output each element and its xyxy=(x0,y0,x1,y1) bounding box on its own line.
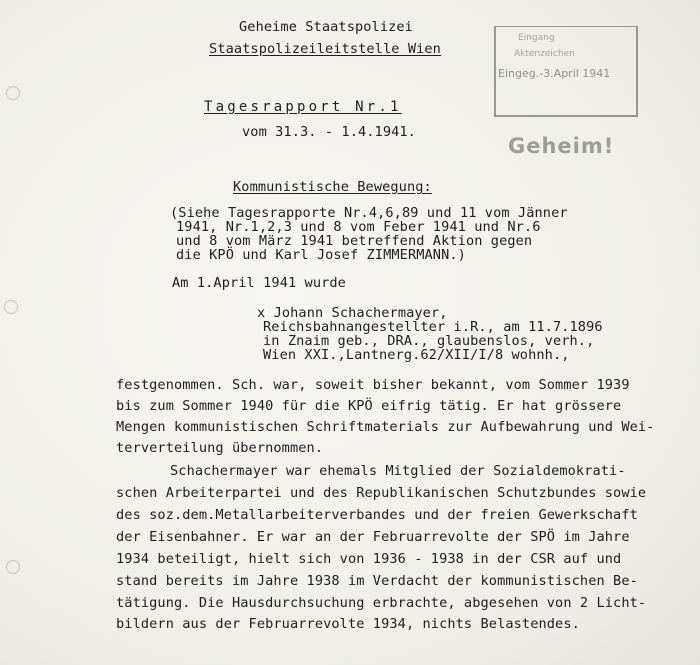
office-name: Staatspolizeileitstelle Wien xyxy=(209,41,441,57)
body-line: terverteilung übernommen. xyxy=(116,440,324,456)
body-line: 1934 beteiligt, hielt sich von 1936 - 1938 in der CSR auf und xyxy=(116,551,622,567)
punch-hole-mark xyxy=(6,560,20,574)
reference-line: 1941, Nr.1,2,3 und 8 vom Feber 1941 und Nr.6 xyxy=(176,219,541,235)
reference-line: die KPÖ und Karl Josef ZIMMERMANN.) xyxy=(176,247,466,263)
punch-hole-mark xyxy=(4,300,18,314)
body-line: bis zum Sommer 1940 für die KPÖ eifrig tätig. Er hat grössere xyxy=(116,398,622,414)
person-line: Wien XXI.,Lantnerg.62/XII/I/8 wohnh., xyxy=(263,347,570,363)
person-line: in Znaim geb., DRA., glaubenslos, verh., xyxy=(263,333,595,349)
receipt-stamp xyxy=(494,26,638,117)
section-heading: Kommunistische Bewegung: xyxy=(233,179,432,195)
reference-line: (Siehe Tagesrapporte Nr.4,6,89 und 11 vom Jänner xyxy=(170,205,568,221)
report-title: Tagesrapport Nr.1 xyxy=(204,99,402,115)
stamp-line-1: Eingang xyxy=(518,33,555,43)
body-line: der Eisenbahner. Er war an der Februarrevolte der SPÖ im Jahre xyxy=(116,529,630,545)
body-line: tätigung. Die Hausdurchsuchung erbrachte, abgesehen von 2 Licht- xyxy=(116,595,647,611)
body-line: Mengen kommunistischen Schriftmaterials zur Aufbewahrung und Wei- xyxy=(116,419,655,435)
person-line: Reichsbahnangestellter i.R., am 11.7.1896 xyxy=(263,319,603,335)
reference-line: und 8 vom März 1941 betreffend Aktion gegen xyxy=(176,233,533,249)
classification-stamp: Geheim! xyxy=(508,134,615,158)
body-line: festgenommen. Sch. war, soweit bisher bekannt, vom Sommer 1939 xyxy=(116,377,630,393)
body-line: stand bereits im Jahre 1938 im Verdacht der kommunistischen Be- xyxy=(116,573,638,589)
stamp-date: Eingeg.-3.April 1941 xyxy=(498,67,611,80)
punch-hole-mark xyxy=(6,86,20,100)
body-line: Schachermayer war ehemals Mitglied der Sozialdemokrati- xyxy=(170,463,626,479)
stamp-line-2: Aktenzeichen xyxy=(514,49,575,59)
body-line: bildern aus der Februarrevolte 1934, nichts Belastendes. xyxy=(116,616,580,632)
agency-name: Geheime Staatspolizei xyxy=(239,19,413,35)
body-line: des soz.dem.Metallarbeiterverbandes und der freien Gewerkschaft xyxy=(116,507,638,523)
intro-line: Am 1.April 1941 wurde xyxy=(172,275,346,291)
body-line: schen Arbeiterpartei und des Republikanischen Schutzbundes sowie xyxy=(116,485,647,501)
report-period: vom 31.3. - 1.4.1941. xyxy=(242,124,416,140)
person-line: x Johann Schachermayer, xyxy=(257,305,448,321)
